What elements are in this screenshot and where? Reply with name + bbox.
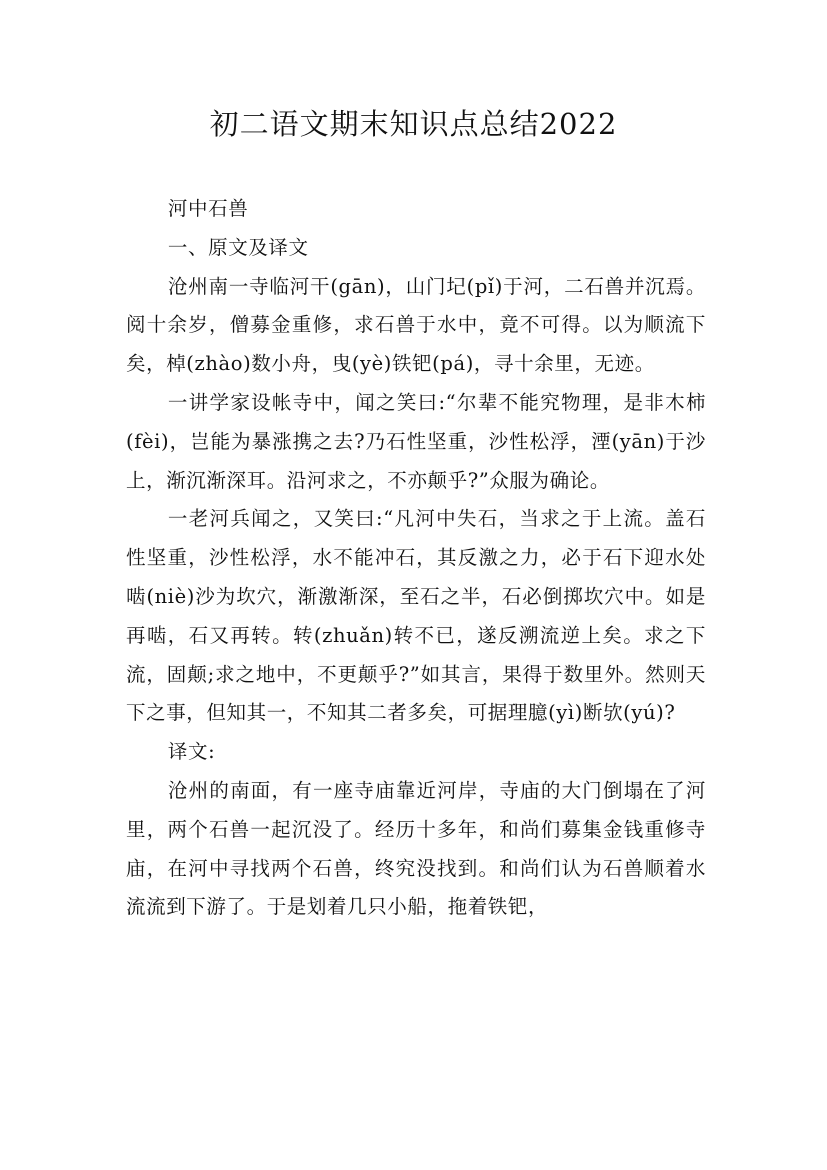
subsection-heading: 一、原文及译文 — [167, 235, 309, 259]
paragraph: 一老河兵闻之，又笑曰:“凡河中失石，当求之于上流。盖石性坚重，沙性松浮，水不能冲石，其反激之力，必于石下迎水处啮(niè)沙为坎穴，渐激渐深，至石之半，石必倒掷坎穴中。如是再啮，石又再转。转(zhuǎn)转不已，遂反溯流逆上矣。求之下流，固颠;求之地中，不更颠乎?”如其言，果得于数里外。然则天下之事，但知其一，不知其二者多矣，可据理臆(yì)断欤(yú)? — [126, 507, 706, 725]
section-heading: 河中石兽 — [167, 197, 249, 220]
document-title: 初二语文期末知识点总结2022 — [209, 107, 618, 141]
paragraph: 沧州南一寺临河干(gān)，山门圮(pǐ)于河，二石兽并沉焉。阅十余岁，僧募金重修，求石兽于水中，竟不可得。以为顺流下矣，棹(zhào)数小舟，曳(yè)铁钯(pá)，寻十余里，无迹。 — [126, 274, 706, 376]
translation-heading: 译文: — [167, 740, 216, 764]
document-body — [126, 190, 706, 927]
paragraph: 一讲学家设帐寺中，闻之笑曰:“尔辈不能究物理，是非木柿(fèi)，岂能为暴涨携之去?乃石性坚重，沙性松浮，湮(yān)于沙上，渐沉渐深耳。沿河求之，不亦颠乎?”众服为确论。 — [126, 390, 706, 492]
paragraph: 沧州的南面，有一座寺庙靠近河岸，寺庙的大门倒塌在了河里，两个石兽一起沉没了。经历十多年，和尚们募集金钱重修寺庙，在河中寻找两个石兽，终究没找到。和尚们认为石兽顺着水流流到下游了。于是划着几只小船，拖着铁钯， — [126, 778, 706, 919]
